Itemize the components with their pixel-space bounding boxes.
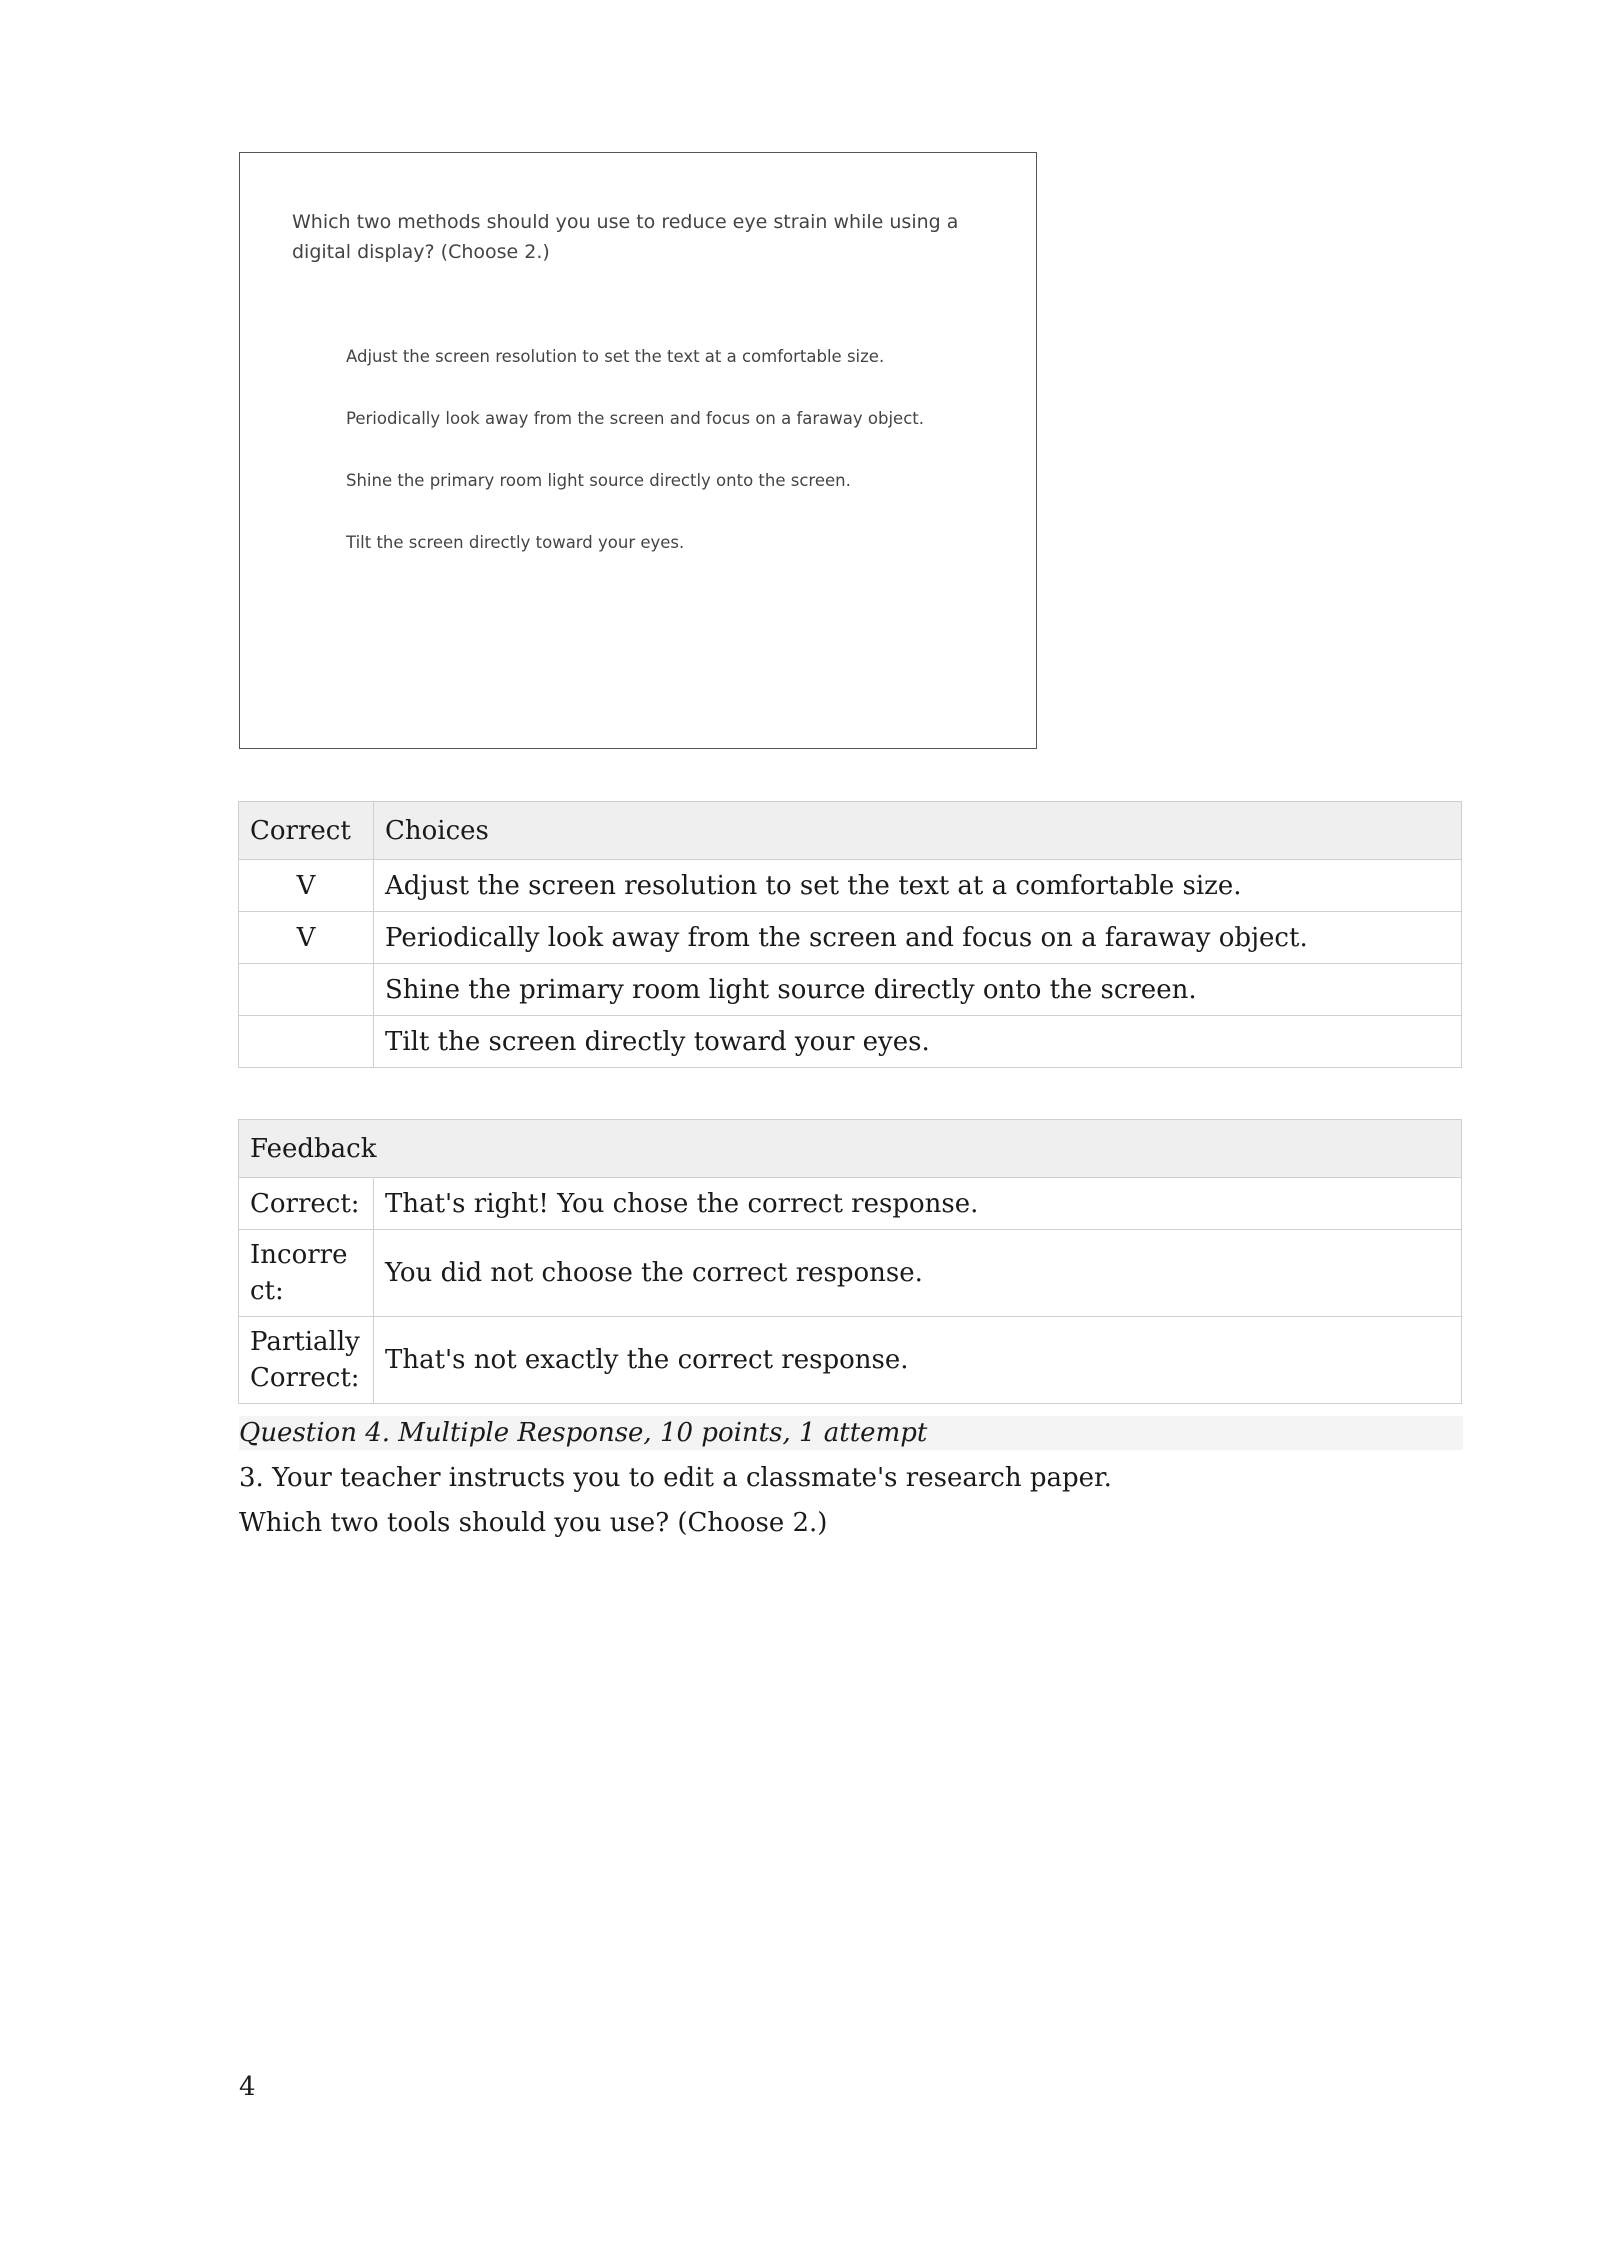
choice-text: Tilt the screen directly toward your eyes. [374,1016,1462,1068]
feedback-text: That's right! You chose the correct response. [374,1178,1462,1230]
screenshot-option: Adjust the screen resolution to set the text at a comfortable size. [346,347,885,366]
table-row [239,964,1462,1016]
choice-text: Periodically look away from the screen and focus on a faraway object. [374,912,1462,964]
correct-mark [239,1016,374,1068]
screenshot-question-text: Which two methods should you use to reduce eye strain while using a digital display? (Choose 2.) [292,211,959,263]
feedback-text: That's not exactly the correct response. [374,1317,1462,1404]
feedback-table [238,1119,1462,1404]
table-row [239,912,1462,964]
table-row [239,1178,1462,1230]
correct-mark: V [239,860,374,912]
question-instruction: Which two tools should you use? (Choose 2.) [239,1508,828,1538]
screenshot-option: Shine the primary room light source directly onto the screen. [346,471,851,490]
feedback-label: Partially Correct: [239,1317,374,1404]
question-screenshot [239,152,1037,749]
table-row [239,860,1462,912]
table-row [239,1317,1462,1404]
column-header-choices: Choices [374,802,1462,860]
feedback-label: Correct: [239,1178,374,1230]
choices-table [238,801,1462,1068]
feedback-text: You did not choose the correct response. [374,1230,1462,1317]
question-text: 3. Your teacher instructs you to edit a classmate's research paper. [239,1463,1112,1493]
feedback-header: Feedback [239,1120,1462,1178]
choice-text: Shine the primary room light source directly onto the screen. [374,964,1462,1016]
correct-mark: V [239,912,374,964]
table-header-row [239,802,1462,860]
table-header-row [239,1120,1462,1178]
table-row [239,1230,1462,1317]
table-row [239,1016,1462,1068]
question-meta: Question 4. Multiple Response, 10 points, 1 attempt [239,1416,1463,1450]
column-header-correct: Correct [239,802,374,860]
choice-text: Adjust the screen resolution to set the text at a comfortable size. [374,860,1462,912]
feedback-label: Incorrect: [239,1230,374,1317]
screenshot-option: Periodically look away from the screen and focus on a faraway object. [346,409,924,428]
screenshot-option: Tilt the screen directly toward your eyes. [346,533,685,552]
correct-mark [239,964,374,1016]
page-number: 4 [239,2072,256,2102]
